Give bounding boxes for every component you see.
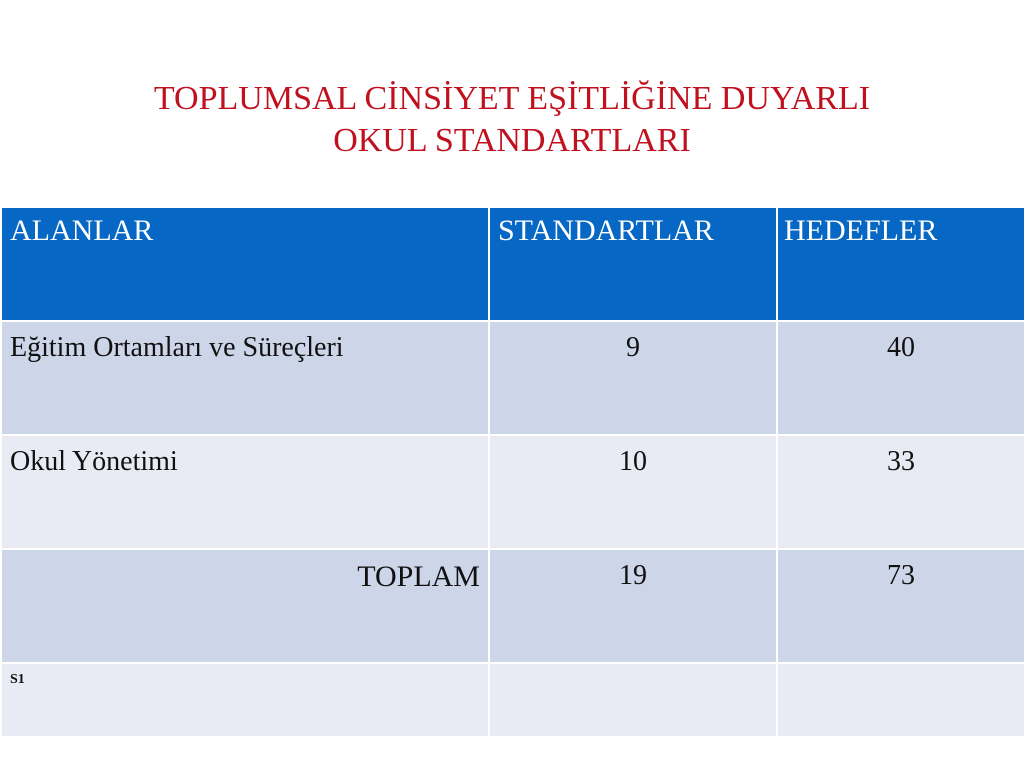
row-area: Okul Yönetimi bbox=[1, 435, 489, 549]
total-targets: 73 bbox=[777, 549, 1024, 663]
row-targets: 40 bbox=[777, 321, 1024, 435]
slide-title bbox=[0, 78, 1024, 162]
header-areas: ALANLAR bbox=[1, 207, 489, 321]
row-standards: 10 bbox=[489, 435, 777, 549]
title-line-1: TOPLUMSAL CİNSİYET EŞİTLİĞİNE DUYARLI bbox=[153, 80, 871, 117]
table-row bbox=[1, 321, 1024, 435]
header-targets: HEDEFLER bbox=[777, 207, 1024, 321]
empty-cell bbox=[777, 663, 1024, 737]
table-header-row bbox=[1, 207, 1024, 321]
total-label: TOPLAM bbox=[1, 549, 489, 663]
footnote: S1 bbox=[10, 672, 25, 687]
footnote-row bbox=[1, 663, 1024, 737]
footnote-cell bbox=[1, 663, 489, 737]
row-area: Eğitim Ortamları ve Süreçleri bbox=[1, 321, 489, 435]
row-standards: 9 bbox=[489, 321, 777, 435]
standards-table bbox=[0, 206, 1024, 738]
title-line-2: OKUL STANDARTLARI bbox=[333, 122, 691, 159]
table-row bbox=[1, 435, 1024, 549]
empty-cell bbox=[489, 663, 777, 737]
row-targets: 33 bbox=[777, 435, 1024, 549]
header-standards: STANDARTLAR bbox=[489, 207, 777, 321]
total-row bbox=[1, 549, 1024, 663]
total-standards: 19 bbox=[489, 549, 777, 663]
